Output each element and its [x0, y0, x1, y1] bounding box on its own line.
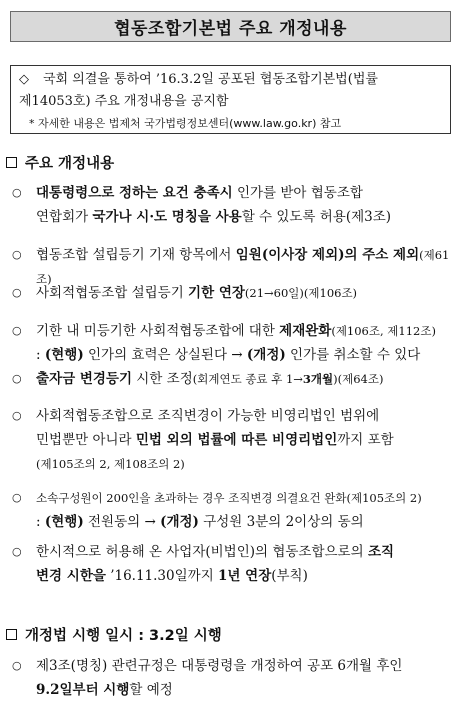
- circle-bullet-icon: ○: [12, 286, 22, 299]
- section-2-item-text: 제3조(명칭) 관련규정은 대통령령을 개정하여 공포 6개월 후인: [36, 658, 403, 674]
- notice-line-1: [19, 69, 442, 91]
- item-5-note: (회계연도 종료 후 1→: [192, 372, 303, 386]
- diamond-icon: ◇: [19, 72, 29, 87]
- section-1-title: 주요 개정내용: [25, 156, 115, 172]
- notice-box: [10, 65, 451, 134]
- list-item: [12, 319, 459, 367]
- list-item: [12, 654, 459, 702]
- list-item: [12, 486, 459, 534]
- section-2-item-emphasis: 9.2일부터 시행: [36, 682, 130, 698]
- list-item: [12, 281, 459, 305]
- item-2-text: 협동조합 설립등기 기재 항목에서: [36, 247, 236, 263]
- item-7-colon: :: [36, 514, 45, 530]
- item-1-text-3: 할 수 있도록 허용(제3조): [241, 209, 392, 225]
- item-4-emphasis: 제재완화: [279, 323, 332, 339]
- item-8-text: 한시적으로 허용해 온 사업자(비법인)의 협동조합으로의: [36, 544, 368, 560]
- item-4-current-text: 인가의 효력은 상실된다 →: [83, 347, 247, 363]
- page-title-box: [10, 11, 451, 42]
- item-8-emphasis: 조직: [367, 544, 395, 560]
- item-5-ref: )(제64조): [333, 372, 384, 386]
- section-2-heading: [6, 624, 456, 645]
- item-8-ref: (부칙): [271, 568, 308, 584]
- item-3-emphasis: 기한 연장: [188, 285, 245, 301]
- item-1-text: 인가를 받아 협동조합: [232, 185, 363, 201]
- notice-text-1: 국회 의결을 통하여 ’16.3.2일 공포된 협동조합기본법(법률: [43, 72, 378, 87]
- item-6-text-3: 까지 포함: [337, 432, 394, 448]
- list-item: [12, 404, 459, 476]
- item-4-revised-label: (개정): [246, 347, 286, 363]
- item-7-current-label: (현행): [44, 514, 84, 530]
- notice-line-2: [19, 91, 442, 113]
- circle-bullet-icon: ○: [12, 491, 22, 504]
- item-6-emphasis: 민법 외의 법률에 따른 비영리법인: [135, 432, 338, 448]
- item-7-current-text: 전원동의 →: [83, 514, 161, 530]
- item-4-revised-text: 인가를 취소할 수 있다: [285, 347, 421, 363]
- item-7-ref: (제105조의 2): [346, 491, 422, 505]
- item-5-text: 시한 조정: [132, 371, 193, 387]
- item-5-emphasis: 출자금 변경등기: [36, 371, 132, 387]
- item-1-emphasis-2: 국가나 시·도 명칭을 사용: [92, 209, 242, 225]
- item-7-text: 소속구성원이 200인을 초과하는 경우 조직변경 의결요건 완화: [36, 491, 347, 505]
- item-8-emphasis-2: 변경 시한을: [36, 568, 106, 584]
- notice-reference: * 자세한 내용은 법제처 국가법령정보센터(www.law.go.kr) 참고: [29, 117, 342, 130]
- section-1-heading: [6, 152, 456, 173]
- item-7-revised-text: 구성원 3분의 2이상의 동의: [198, 514, 364, 530]
- item-1-text-2: 연합회가: [36, 209, 93, 225]
- item-4-colon: :: [36, 347, 45, 363]
- section-2-title: 개정법 시행 일시 : 3.2일 시행: [25, 628, 222, 644]
- page-title: 협동조합기본법 주요 개정내용: [114, 19, 347, 39]
- item-2-emphasis: 임원(이사장 제외)의 주소 제외: [235, 247, 420, 263]
- circle-bullet-icon: ○: [12, 409, 22, 422]
- section-2-item-text-2: 할 예정: [129, 682, 173, 698]
- item-6-text: 사회적협동조합으로 조직변경이 가능한 비영리법인 범위에: [36, 408, 380, 424]
- circle-bullet-icon: ○: [12, 324, 22, 337]
- item-7-revised-label: (개정): [160, 514, 199, 530]
- item-5-emphasis-2: 3개월: [302, 372, 334, 386]
- item-1-emphasis: 대통령령으로 정하는 요건 충족시: [36, 185, 233, 201]
- circle-bullet-icon: ○: [12, 659, 22, 672]
- item-3-ref: (21→60일)(제106조): [244, 286, 358, 300]
- circle-bullet-icon: ○: [12, 372, 22, 385]
- notice-text-2: 제14053호) 주요 개정내용을 공지함: [19, 94, 229, 109]
- circle-bullet-icon: ○: [12, 248, 22, 261]
- item-2-ref: (제61조): [36, 248, 450, 286]
- list-item: [12, 540, 459, 588]
- item-8-text-2: ’16.11.30일까지: [105, 568, 219, 584]
- item-3-text: 사회적협동조합 설립등기: [36, 285, 189, 301]
- item-6-ref: (제105조의 2, 제108조의 2): [36, 457, 185, 471]
- square-bullet-icon: [6, 157, 17, 168]
- item-6-text-2: 민법뿐만 아니라: [36, 432, 136, 448]
- list-item: [12, 181, 459, 229]
- circle-bullet-icon: ○: [12, 186, 22, 199]
- item-4-text: 기한 내 미등기한 사회적협동조합에 대한: [36, 323, 280, 339]
- item-4-current-label: (현행): [44, 347, 84, 363]
- item-8-emphasis-3: 1년 연장: [218, 568, 272, 584]
- square-bullet-icon: [6, 629, 17, 640]
- circle-bullet-icon: ○: [12, 545, 22, 558]
- list-item: [12, 367, 459, 391]
- item-4-ref: (제106조, 제112조): [331, 324, 436, 338]
